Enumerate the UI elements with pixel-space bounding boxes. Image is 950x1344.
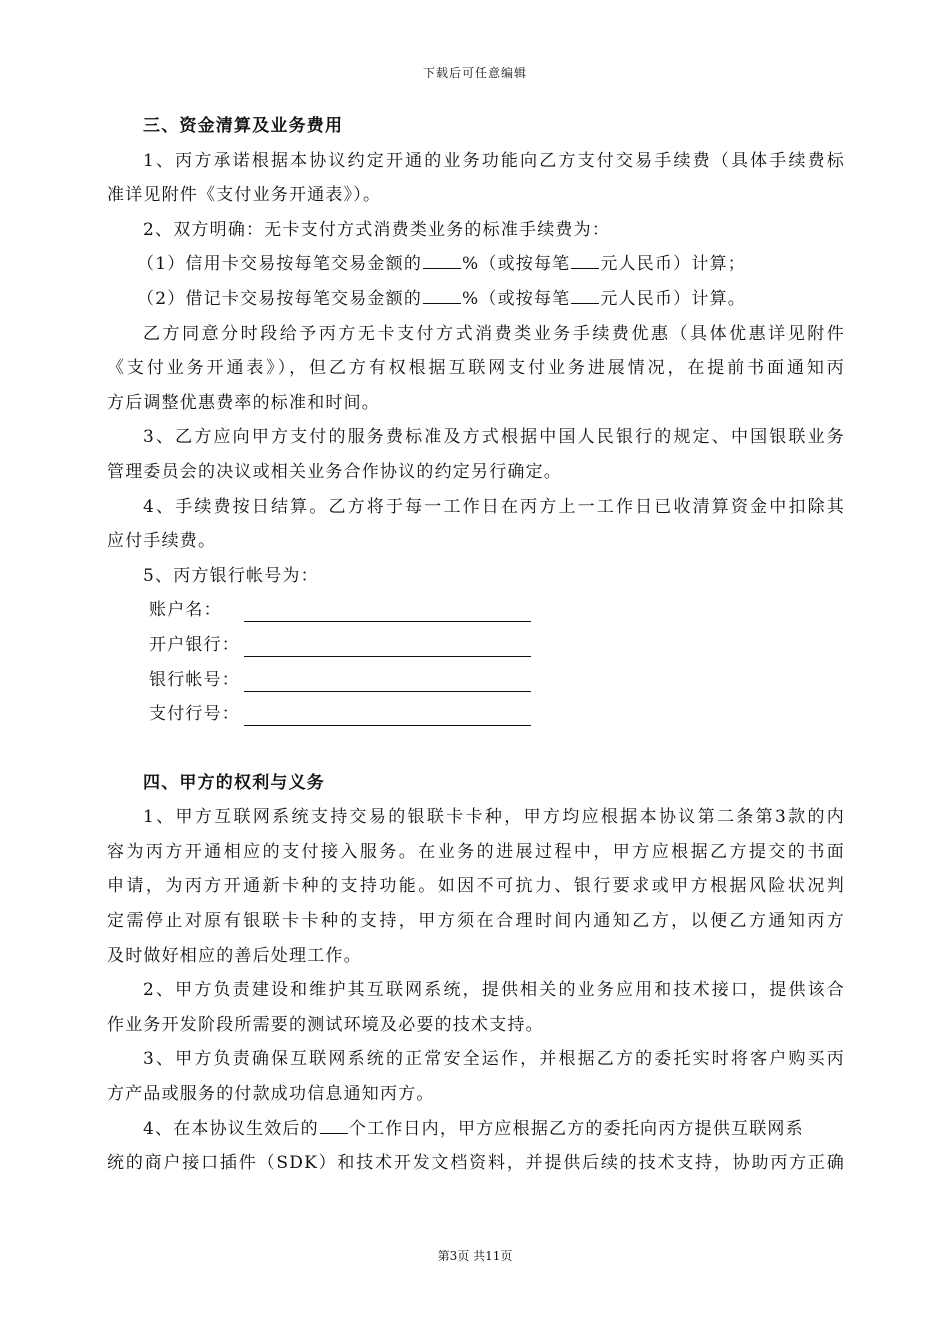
s3-p5: 5、丙方银行帐号为： bbox=[143, 565, 319, 586]
section-4-title: 四、甲方的权利与义务 bbox=[143, 772, 325, 793]
field-underline[interactable] bbox=[244, 725, 531, 726]
page-footer: 第3页 共11页 bbox=[437, 1249, 513, 1263]
s3-p4-line1: 4、手续费按日结算。乙方将于每一工作日在丙方上一工作日已收清算资金中扣除其 bbox=[143, 496, 845, 517]
payment-bank-code-field[interactable]: 支付行号： bbox=[107, 697, 845, 732]
s3-p2-3-line1: 乙方同意分时段给予丙方无卡支付方式消费类业务手续费优惠（具体优惠详见附件 bbox=[143, 323, 845, 344]
blank-fill[interactable] bbox=[320, 1117, 348, 1134]
s4-p4-line1: 4、在本协议生效后的 个工作日内，甲方应根据乙方的委托向丙方提供互联网系 bbox=[143, 1118, 804, 1139]
s4-p1-line2: 容为丙方开通相应的支付接入服务。在业务的进展过程中，甲方应根据乙方提交的书面 bbox=[107, 841, 845, 862]
blank-fill[interactable] bbox=[423, 287, 461, 304]
s4-p1-line5: 及时做好相应的善后处理工作。 bbox=[107, 945, 362, 966]
section-3-title: 三、资金清算及业务费用 bbox=[143, 116, 344, 136]
s3-p2-3-line3: 方后调整优惠费率的标准和时间。 bbox=[107, 392, 380, 413]
blank-fill[interactable] bbox=[571, 287, 599, 304]
s3-p1-line1: 1、丙方承诺根据本协议约定开通的业务功能向乙方支付交易手续费（具体手续费标 bbox=[143, 150, 845, 171]
s3-p3-line2: 管理委员会的决议或相关业务合作协议的约定另行确定。 bbox=[107, 461, 562, 482]
s3-p2: 2、双方明确：无卡支付方式消费类业务的标准手续费为： bbox=[143, 219, 611, 240]
field-underline[interactable] bbox=[244, 656, 531, 657]
s4-p2-line1: 2、甲方负责建设和维护其互联网系统，提供相关的业务应用和技术接口，提供该合 bbox=[143, 980, 845, 1001]
s3-p3-line1: 3、乙方应向甲方支付的服务费标准及方式根据中国人民银行的规定、中国银联业务 bbox=[143, 427, 845, 448]
s3-p2-item1: （1）信用卡交易按每笔交易金额的 %（或按每笔 元人民币）计算； bbox=[137, 254, 746, 275]
blank-fill[interactable] bbox=[423, 252, 461, 269]
s3-p2-item2: （2）借记卡交易按每笔交易金额的 %（或按每笔 元人民币）计算。 bbox=[137, 288, 746, 309]
bank-account-field[interactable]: 银行帐号： bbox=[107, 663, 845, 698]
page-header: 下载后可任意编辑 bbox=[422, 66, 527, 80]
field-underline[interactable] bbox=[244, 621, 531, 622]
s4-p1-line3: 申请，为丙方开通新卡种的支持功能。如因不可抗力、银行要求或甲方根据风险状况判 bbox=[107, 876, 845, 897]
s4-p4-line2: 统的商户接口插件（SDK）和技术开发文档资料，并提供后续的技术支持，协助丙方正确 bbox=[107, 1153, 845, 1174]
s3-p4-line2: 应付手续费。 bbox=[107, 531, 217, 552]
s4-p3-line2: 方产品或服务的付款成功信息通知丙方。 bbox=[107, 1084, 435, 1105]
s4-p2-line2: 作业务开发阶段所需要的测试环境及必要的技术支持。 bbox=[107, 1014, 544, 1035]
s3-p2-3-line2: 《支付业务开通表》），但乙方有权根据互联网支付业务进展情况，在提前书面通知丙 bbox=[107, 358, 845, 379]
blank-fill[interactable] bbox=[571, 252, 599, 269]
section-gap bbox=[107, 732, 845, 766]
field-underline[interactable] bbox=[244, 691, 531, 692]
s4-p1-line1: 1、甲方互联网系统支持交易的银联卡卡种，甲方均应根据本协议第二条第3款的内 bbox=[143, 807, 845, 828]
document-body bbox=[107, 109, 845, 1181]
s4-p1-line4: 定需停止对原有银联卡卡种的支持，甲方须在合理时间内通知乙方，以便乙方通知丙方 bbox=[107, 911, 845, 932]
bank-name-field[interactable]: 开户银行： bbox=[107, 628, 845, 663]
account-name-field[interactable]: 账户名： bbox=[107, 593, 845, 628]
s4-p3-line1: 3、甲方负责确保互联网系统的正常安全运作，并根据乙方的委托实时将客户购买丙 bbox=[143, 1049, 845, 1070]
s3-p1-line2: 准详见附件《支付业务开通表》）。 bbox=[107, 185, 382, 206]
